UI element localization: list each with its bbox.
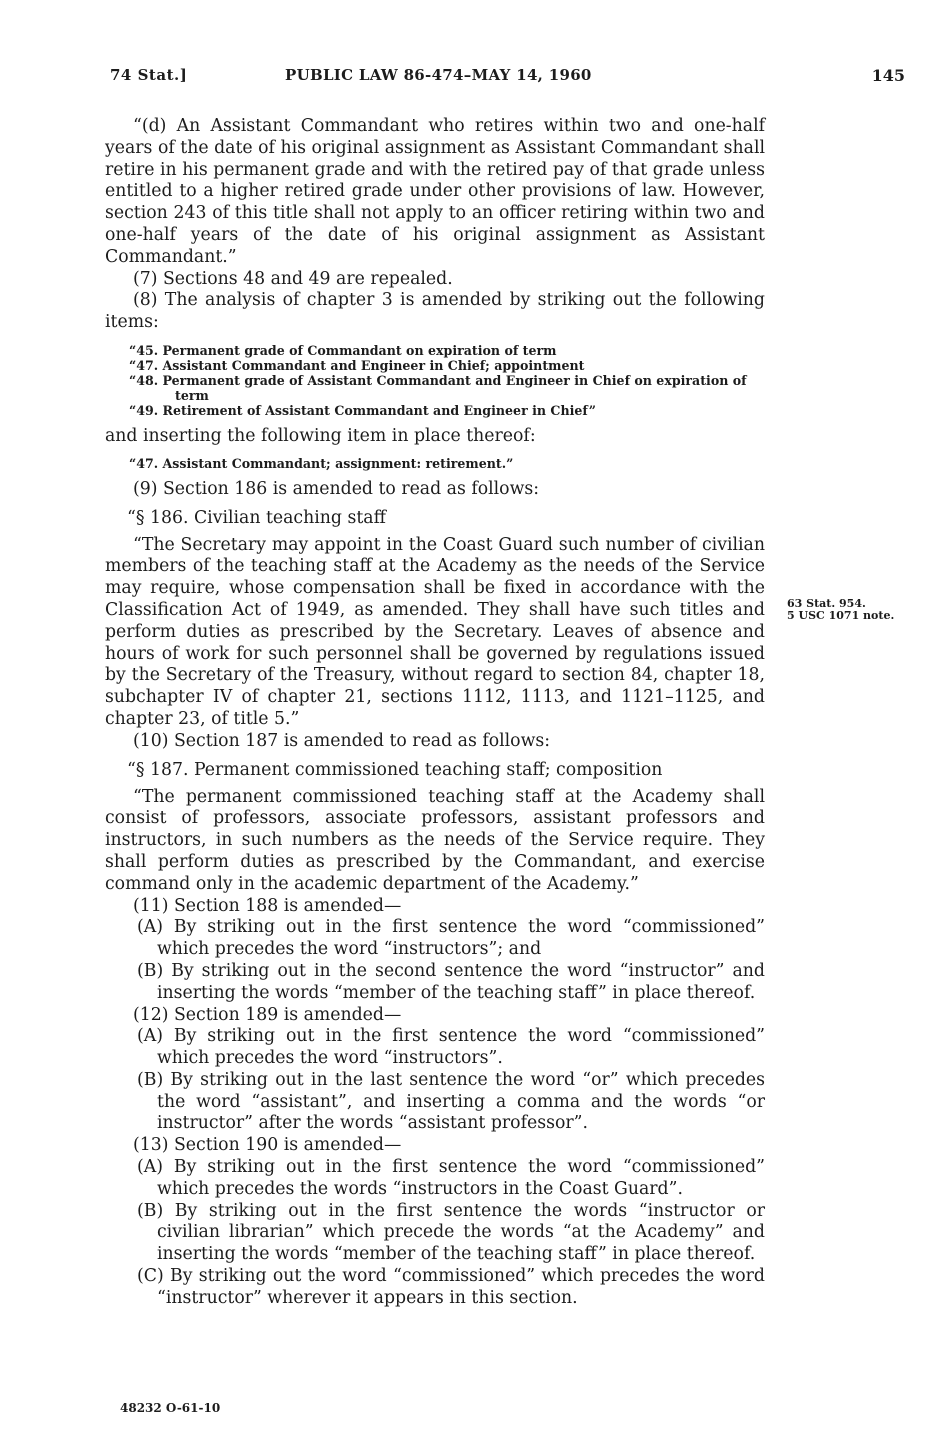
paragraph-8: (8) The analysis of chapter 3 is amended by striking out the following items: <box>105 290 765 333</box>
page-number: 145 <box>871 66 905 85</box>
paragraph-12-b: (B) By striking out in the last sentence the word “or” which precedes the word “assistant”, and inserting a comma and the words “or instructor” after the words “assistant professor”. <box>137 1069 765 1134</box>
struck-item: “48. Permanent grade of Assistant Commandant and Engineer in Chief on expiration of term <box>129 372 747 403</box>
paragraph-12: (12) Section 189 is amended— <box>133 1004 402 1025</box>
section-187-text: “The permanent commissioned teaching staff at the Academy shall consist of professors, associate professors, assistant professors and instructors, in such numbers as the needs of the Service require. They shall perform duties as prescribed by the Commandant, and exercise command only in the academic department of the Academy.” <box>105 786 765 894</box>
paragraph-13-a: (A) By striking out in the first sentence the word “commissioned” which precedes the words “instructors in the Coast Guard”. <box>137 1157 765 1199</box>
paragraph-12-a: (A) By striking out in the first sentence the word “commissioned” which precedes the word “instructors”. <box>137 1026 765 1069</box>
section-187-heading: “§ 187. Permanent commissioned teaching staff; composition <box>127 759 663 780</box>
paragraph-10: (10) Section 187 is amended to read as follows: <box>133 730 551 751</box>
print-code: 48232 O-61-10 <box>120 1401 221 1415</box>
running-head <box>0 66 941 94</box>
marginal-citation-line: 63 Stat. 954. <box>787 597 866 610</box>
section-186-text: “The Secretary may appoint in the Coast Guard such number of civilian members of the teaching staff at the Academy as the needs of the Service may require, whose compensation shall be fixed in accordance with the Classification Act of 1949, as amended. They shall have such titles and perform duties as prescribed by the Secretary. Leaves of absence and hours of work for such personnel shall be governed by regulations issued by the Secretary of the Treasury, without regard to section 84, chapter 18, subchapter IV of chapter 21, sections 1112, 1113, and 1121–1125, and chapter 23, of title 5.” <box>105 534 765 729</box>
paragraph-9: (9) Section 186 is amended to read as follows: <box>133 478 540 499</box>
paragraph-11-a: (A) By striking out in the first sentence the word “commissioned” which precedes the word “instructors”; and <box>137 917 765 960</box>
inserted-item: “47. Assistant Commandant; assignment: retirement.” <box>129 455 514 471</box>
paragraph-13-c: (C) By striking out the word “commissioned” which precedes the word “instructor” wherever it appears in this section. <box>137 1266 765 1308</box>
struck-item: “49. Retirement of Assistant Commandant and Engineer in Chief” <box>129 402 596 418</box>
struck-items-list <box>105 343 765 418</box>
paragraph-13-b: (B) By striking out in the first sentence the words “instructor or civilian librarian” which precede the words “at the Academy” and inserting the words “member of the teaching staff” in place thereof. <box>137 1200 765 1265</box>
struck-item: “45. Permanent grade of Commandant on expiration of term <box>129 342 557 358</box>
paragraph-7: (7) Sections 48 and 49 are repealed. <box>133 268 453 289</box>
paragraph-subsection-d: “(d) An Assistant Commandant who retires within two and one-half years of the date of his original assignment as Assistant Commandant shall retire in his permanent grade and with the retired pay of that grade unless entitled to a higher retired grade under other provisions of law. However, section 243 of this title shall not apply to an officer retiring within two and one-half years of the date of his original assignment as Assistant Commandant.” <box>105 116 765 267</box>
paragraph-11: (11) Section 188 is amended— <box>133 895 402 916</box>
paragraph-inserting: and inserting the following item in place thereof: <box>105 425 536 446</box>
statute-volume: 74 Stat.] <box>110 66 188 84</box>
marginal-citation <box>787 598 894 622</box>
marginal-citation-line: 5 USC 1071 note. <box>787 609 895 622</box>
struck-item: “47. Assistant Commandant and Engineer in Chief; appointment <box>129 357 585 373</box>
paragraph-11-b: (B) By striking out in the second sentence the word “instructor” and inserting the words “member of the teaching staff” in place thereof. <box>137 960 765 1003</box>
body-text <box>105 116 765 1310</box>
paragraph-13: (13) Section 190 is amended— <box>133 1135 402 1156</box>
public-law-title: PUBLIC LAW 86-474–MAY 14, 1960 <box>285 66 592 84</box>
section-186-heading: “§ 186. Civilian teaching staff <box>127 507 386 528</box>
